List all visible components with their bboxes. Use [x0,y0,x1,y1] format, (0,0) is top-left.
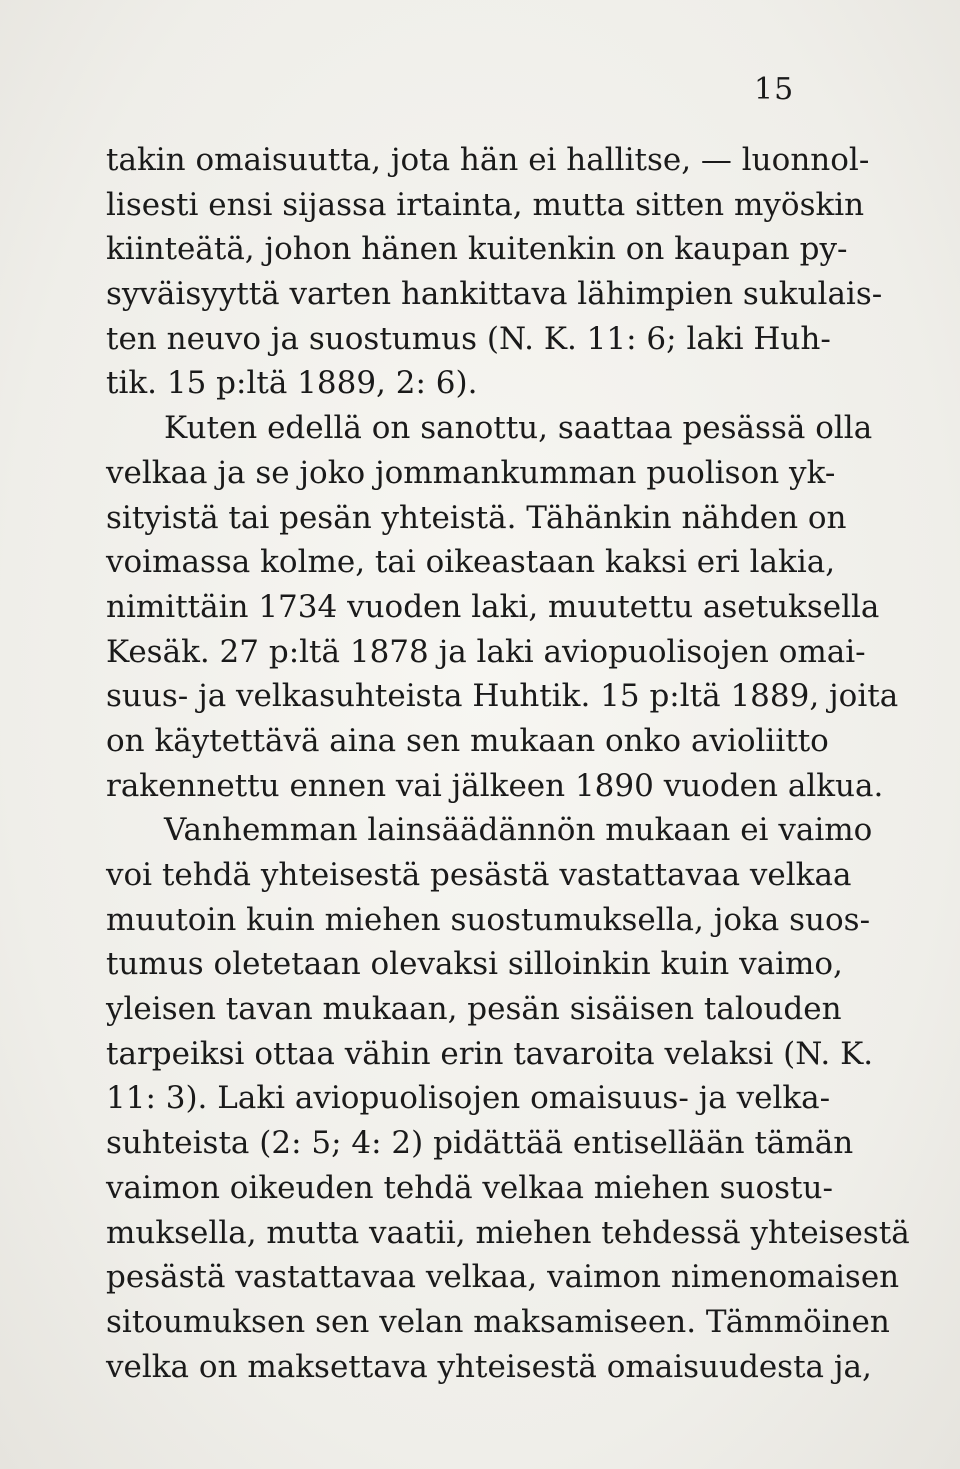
text-line: pesästä vastattavaa velkaa, vaimon nimenomaisen [106,1259,900,1296]
text-line: muutoin kuin miehen suostumuksella, joka suos- [106,901,871,938]
text-line: voi tehdä yhteisestä pesästä vastattavaa velkaa [106,857,852,893]
text-line: suus- ja velkasuhteista Huhtik. 15 p:ltä 1889, joita [106,678,899,715]
text-line: Kesäk. 27 p:ltä 1878 ja laki aviopuolisojen omai- [106,633,866,670]
text-line: tumus oletetaan olevaksi silloinkin kuin vaimo, [106,946,843,983]
text-line: velkaa ja se joko jommankumman puolison yk- [106,454,836,491]
text-line: sityistä tai pesän yhteistä. Tähänkin nähden on [106,499,847,536]
page-number: 15 [754,72,795,107]
text-line: kiinteätä, johon hänen kuitenkin on kaupan py- [106,231,848,268]
paragraph-start-line: Kuten edellä on sanottu, saattaa pesässä olla [164,410,873,447]
text-line: muksella, mutta vaatii, miehen tehdessä yhteisestä [106,1214,910,1251]
text-line: nimittäin 1734 vuoden laki, muutettu asetuksella [106,588,880,625]
text-line: tik. 15 p:ltä 1889, 2: 6). [106,365,478,402]
text-line: ten neuvo ja suostumus (N. K. 11: 6; laki Huh- [106,320,831,357]
text-line: velka on maksettava yhteisestä omaisuudesta ja, [106,1348,872,1385]
text-line: suhteista (2: 5; 4: 2) pidättää entisellään tämän [106,1125,854,1162]
text-line: on käytettävä aina sen mukaan onko avioliitto [106,722,829,759]
paragraph-start-line: Vanhemman lainsäädännön mukaan ei vaimo [164,812,873,849]
text-line: sitoumuksen sen velan maksamiseen. Tämmöinen [106,1303,890,1340]
text-line: lisesti ensi sijassa irtainta, mutta sitten myöskin [106,186,865,223]
body-text [106,138,910,1389]
text-line: rakennettu ennen vai jälkeen 1890 vuoden alkua. [106,767,884,804]
text-line: yleisen tavan mukaan, pesän sisäisen talouden [106,991,842,1028]
text-line: syväisyyttä varten hankittava lähimpien sukulais- [106,276,883,313]
text-line: vaimon oikeuden tehdä velkaa miehen suostu- [106,1169,833,1206]
text-line: 11: 3). Laki aviopuolisojen omaisuus- ja velka- [106,1080,831,1117]
text-line: tarpeiksi ottaa vähin erin tavaroita velaksi (N. K. [106,1035,874,1072]
text-line: voimassa kolme, tai oikeastaan kaksi eri lakia, [106,544,836,581]
text-line: takin omaisuutta, jota hän ei hallitse, — luonnol- [106,142,870,178]
